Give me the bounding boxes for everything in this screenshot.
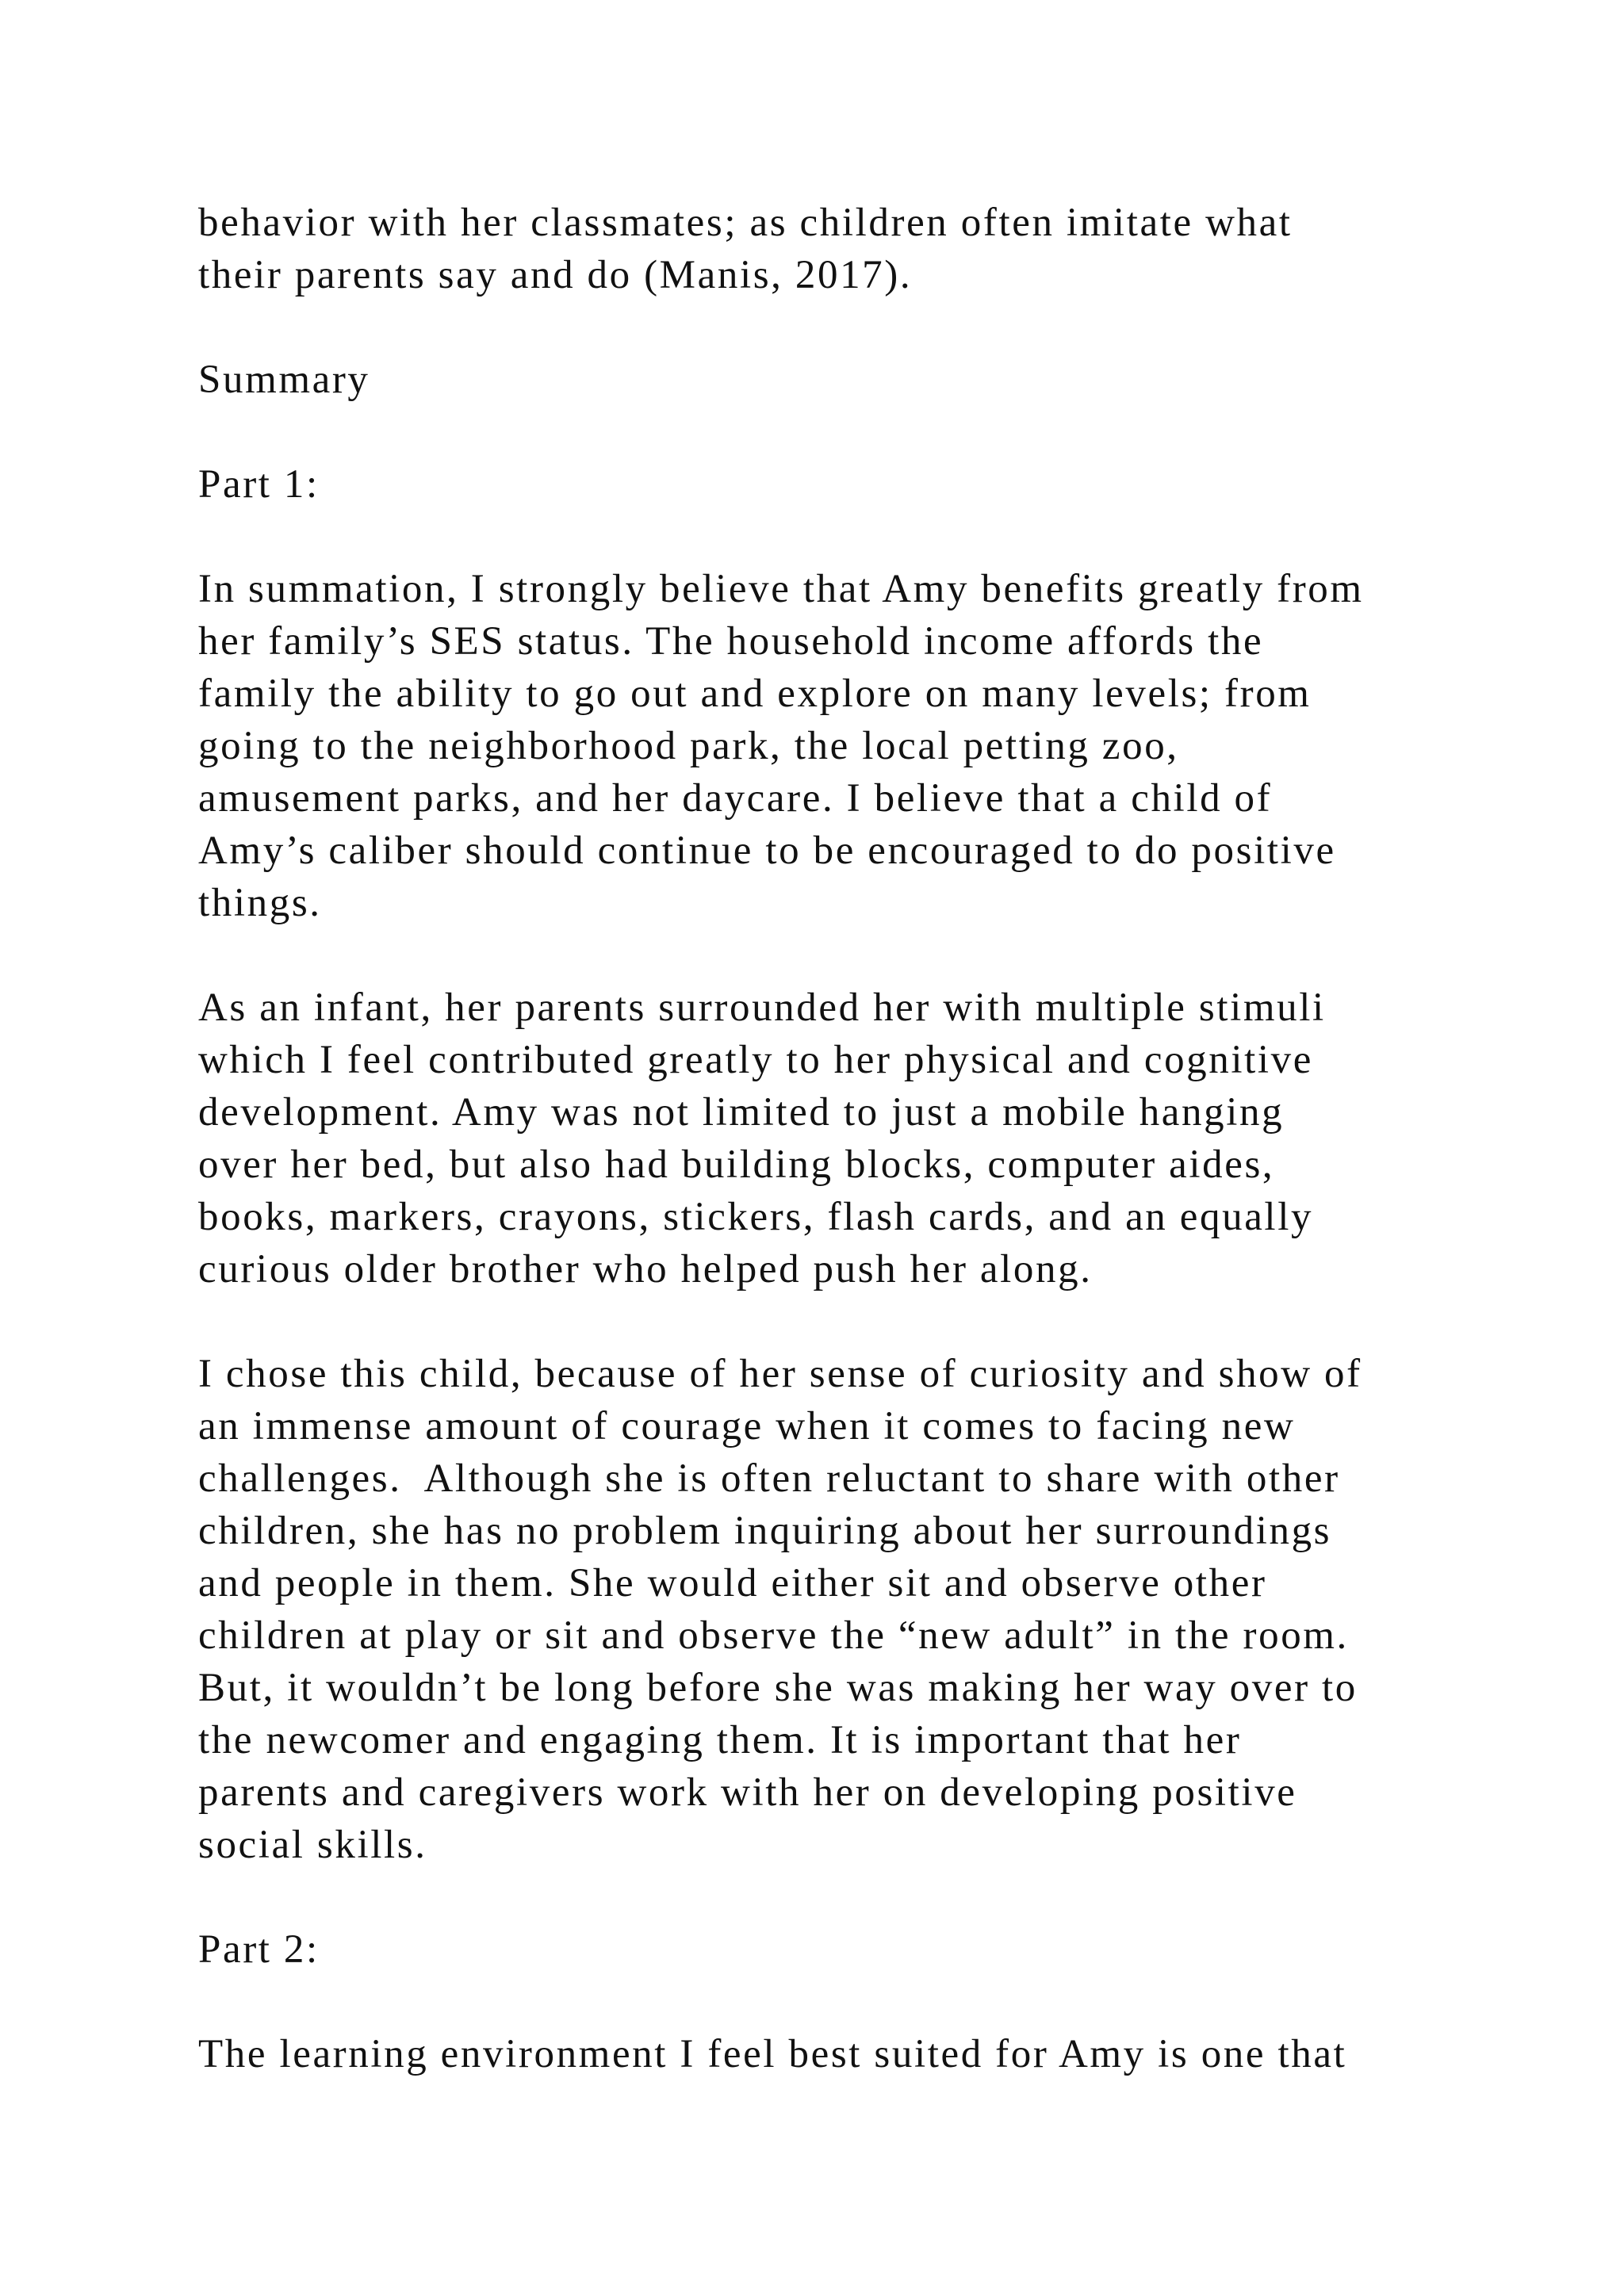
blank-line [198,1295,1507,1348]
text-line: over her bed, but also had building blocks, computer aides, [198,1142,1275,1187]
text-line: social skills. [198,1823,427,1867]
section-heading-summary: Summary [198,358,370,402]
text-line: the newcomer and engaging them. It is important that her [198,1718,1242,1762]
text-line: their parents say and do (Manis, 2017). [198,253,913,297]
text-line: an immense amount of courage when it comes to facing new [198,1404,1296,1448]
blank-line [198,406,1507,458]
text-line: I chose this child, because of her sense of curiosity and show of [198,1352,1362,1396]
text-line: The learning environment I feel best suited for Amy is one that [198,2032,1347,2076]
text-line: challenges. Although she is often reluctant to share with other [198,1456,1340,1501]
text-line: amusement parks, and her daycare. I believe that a child of [198,776,1273,821]
text-line: things. [198,881,322,925]
part-heading-2: Part 2: [198,1927,320,1972]
part-heading-1: Part 1: [198,462,320,507]
blank-line [198,301,1507,354]
text-line: and people in them. She would either sit and observe other [198,1561,1267,1605]
text-line: But, it wouldn’t be long before she was making her way over to [198,1666,1358,1710]
text-line: her family’s SES status. The household income affords the [198,619,1264,664]
blank-line [198,1976,1507,2028]
text-line: family the ability to go out and explore on many levels; from [198,672,1312,716]
text-line: books, markers, crayons, stickers, flash cards, and an equally [198,1195,1314,1239]
text-line: children, she has no problem inquiring about her surroundings [198,1509,1332,1553]
document-body [198,197,1507,2080]
text-line: In summation, I strongly believe that Amy benefits greatly from [198,567,1364,611]
text-line: going to the neighborhood park, the local petting zoo, [198,724,1179,768]
text-line: parents and caregivers work with her on developing positive [198,1770,1297,1815]
blank-line [198,1871,1507,1923]
blank-line [198,511,1507,563]
text-line: Amy’s caliber should continue to be encouraged to do positive [198,828,1336,873]
text-line: As an infant, her parents surrounded her with multiple stimuli [198,985,1326,1030]
text-line: curious older brother who helped push her along. [198,1247,1093,1292]
text-line: development. Amy was not limited to just a mobile hanging [198,1090,1285,1135]
text-line: which I feel contributed greatly to her physical and cognitive [198,1038,1314,1082]
text-line: behavior with her classmates; as children often imitate what [198,201,1293,245]
blank-line [198,929,1507,982]
text-line: children at play or sit and observe the “new adult” in the room. [198,1613,1349,1658]
